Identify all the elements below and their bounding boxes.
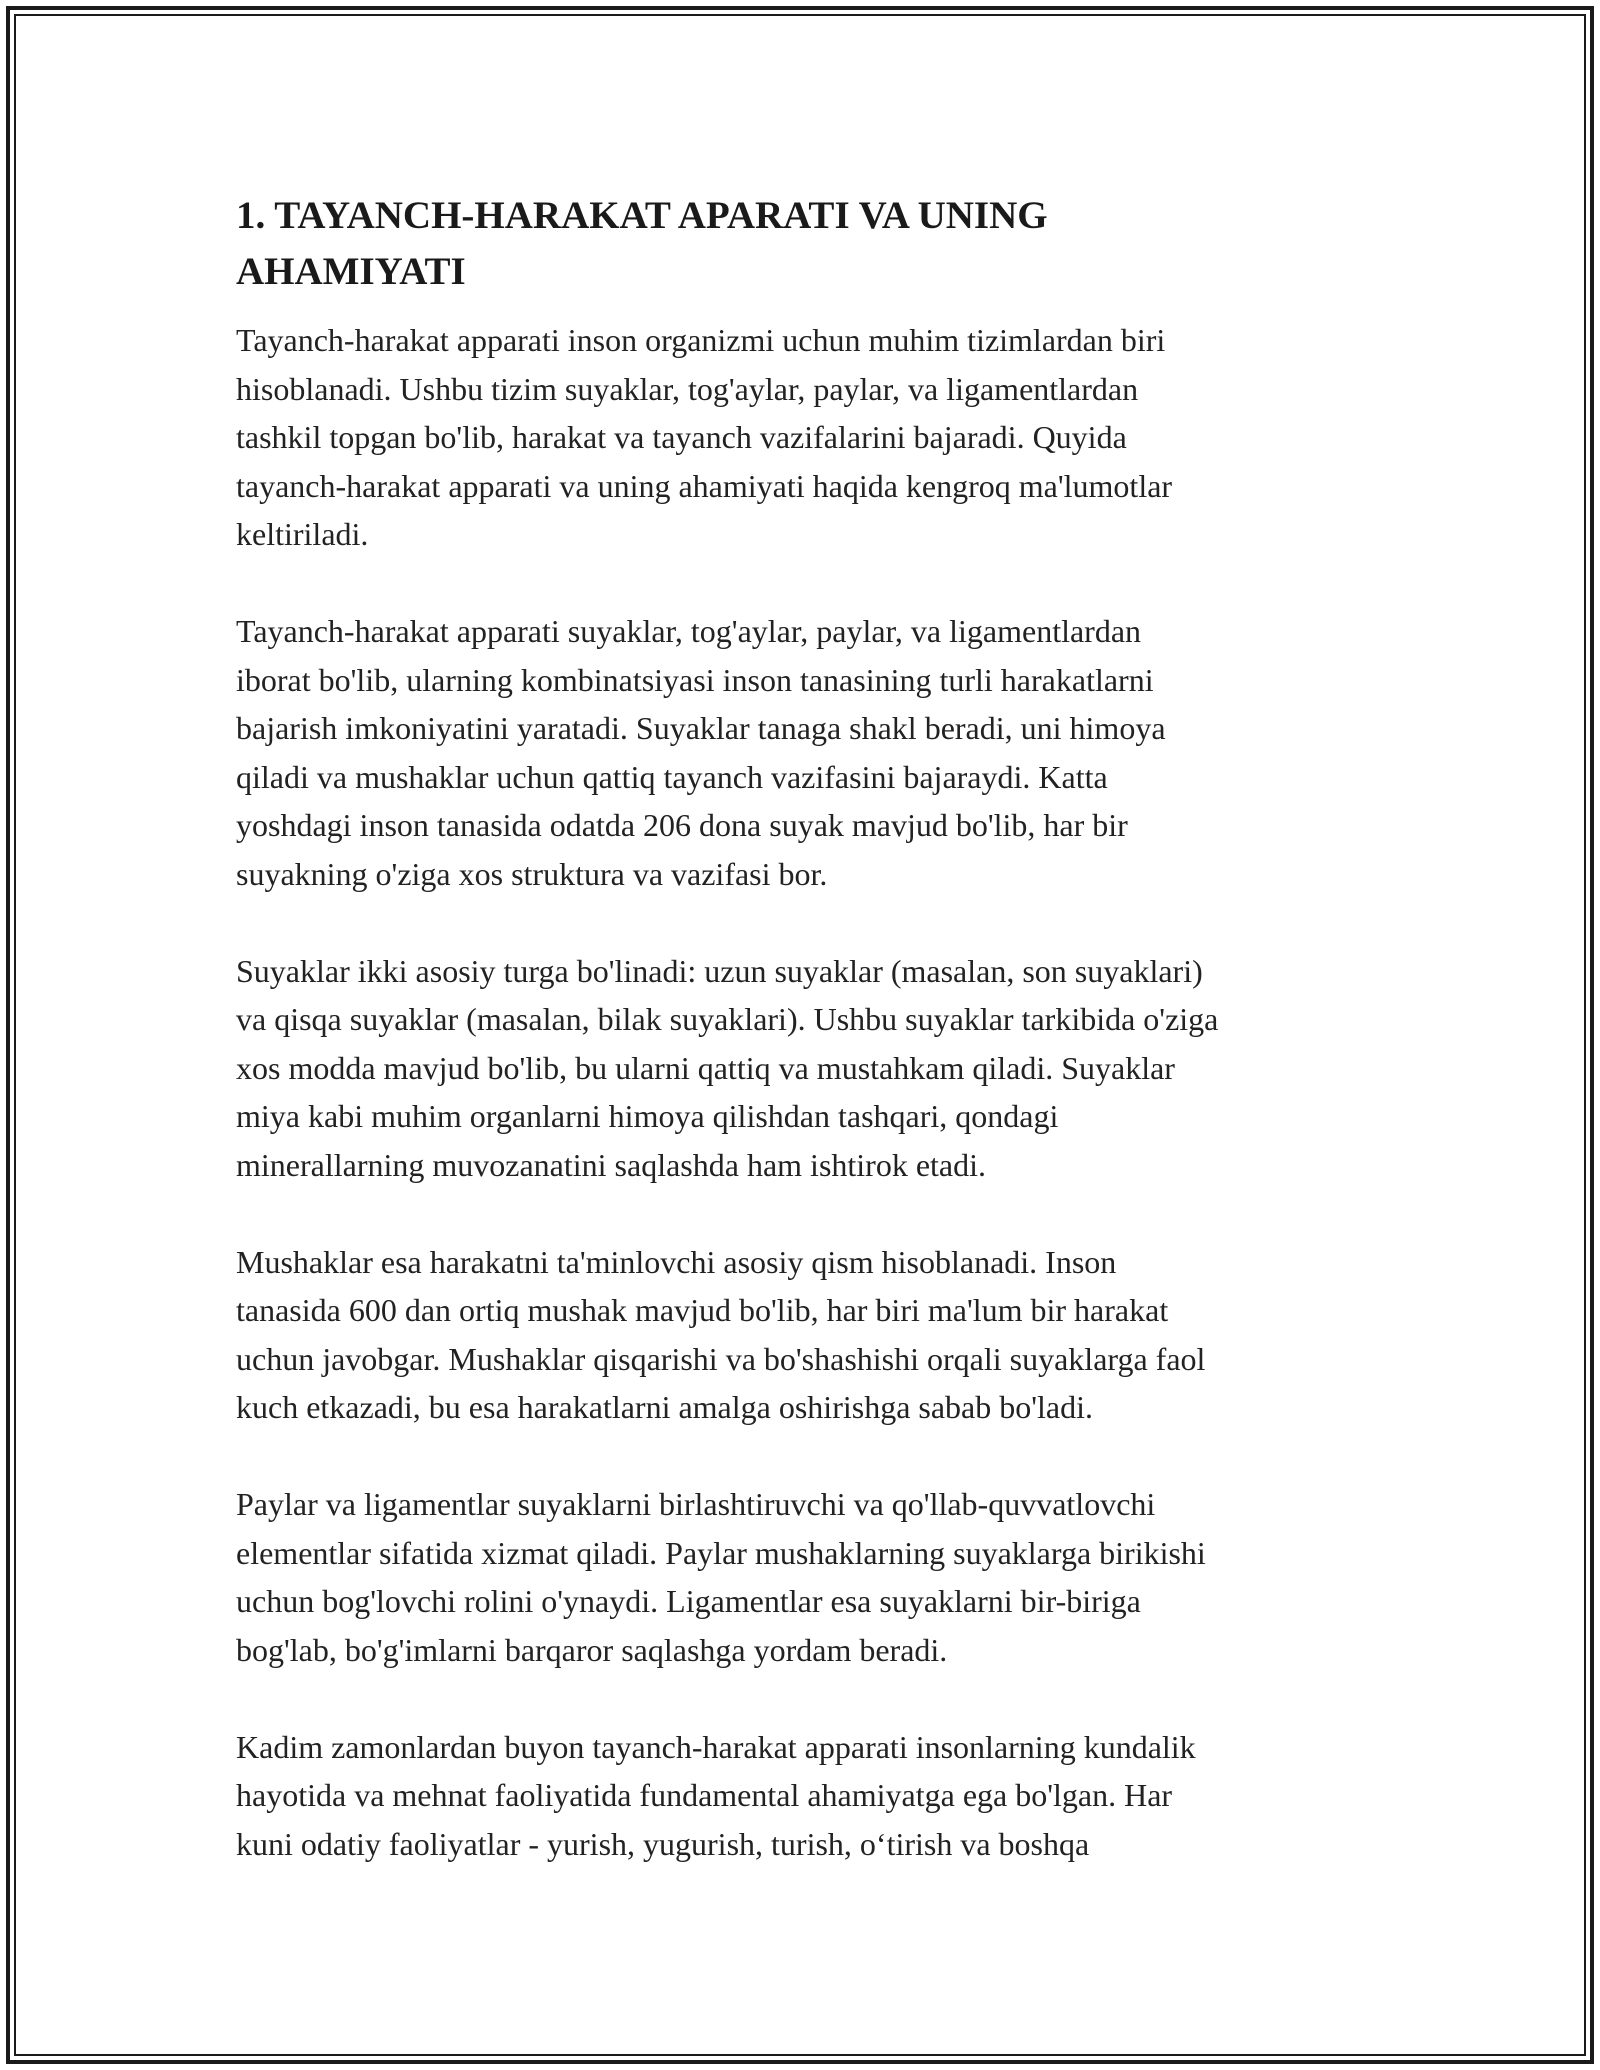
paragraph-line: qiladi va mushaklar uchun qattiq tayanch vazifasini bajaraydi. Katta — [236, 758, 1108, 795]
section-heading: 1. TAYANCH-HARAKAT APARATI VA UNING AHAMIYATI — [236, 194, 1048, 293]
paragraph-line: tashkil topgan bo'lib, harakat va tayanch vazifalarini bajaradi. Quyida — [236, 419, 1127, 455]
paragraph-line: bog'lab, bo'g'imlarni barqaror saqlashga yordam beradi. — [236, 1631, 948, 1668]
document-body — [236, 188, 1386, 1917]
paragraph-line: elementlar sifatida xizmat qiladi. Paylar mushaklarning suyaklarga birikishi — [236, 1534, 1206, 1571]
paragraph-line: tayanch-harakat apparati va uning ahamiyati haqida kengroq ma'lumotlar — [236, 467, 1173, 504]
paragraph-line: hayotida va mehnat faoliyatida fundamental ahamiyatga ega bo'lgan. Har — [236, 1777, 1173, 1813]
paragraph-line: va qisqa suyaklar (masalan, bilak suyaklari). Ushbu suyaklar tarkibida o'ziga — [236, 1001, 1219, 1037]
paragraph — [236, 1723, 1386, 1869]
paragraph — [236, 1238, 1386, 1432]
paragraph-line: kuch etkazadi, bu esa harakatlarni amalga oshirishga sabab bo'ladi. — [236, 1389, 1093, 1425]
paragraph-line: miya kabi muhim organlarni himoya qilishdan tashqari, qondagi — [236, 1098, 1059, 1134]
paragraph-line: Tayanch-harakat apparati inson organizmi uchun muhim tizimlardan biri — [236, 322, 1166, 358]
paragraph-line: yoshdagi inson tanasida odatda 206 dona suyak mavjud bo'lib, har bir — [236, 807, 1128, 843]
paragraph-line: Mushaklar esa harakatni ta'minlovchi asosiy qism hisoblanadi. Inson — [236, 1243, 1117, 1280]
paragraph-line: suyakning o'ziga xos struktura va vazifasi bor. — [236, 855, 828, 892]
paragraph-line: uchun bog'lovchi rolini o'ynaydi. Ligamentlar esa suyaklarni bir-biriga — [236, 1583, 1141, 1619]
paragraph-line: Paylar va ligamentlar suyaklarni birlashtiruvchi va qo'llab-quvvatlovchi — [236, 1486, 1156, 1522]
paragraph-line: kuni odatiy faoliyatlar - yurish, yugurish, turish, o‘tirish va boshqa — [236, 1825, 1090, 1862]
paragraph-line: bajarish imkoniyatini yaratadi. Suyaklar tanaga shakl beradi, uni himoya — [236, 710, 1166, 746]
paragraph — [236, 1480, 1386, 1674]
paragraph-line: xos modda mavjud bo'lib, bu ularni qattiq va mustahkam qiladi. Suyaklar — [236, 1049, 1175, 1086]
paragraph — [236, 947, 1386, 1190]
paragraph-line: keltiriladi. — [236, 516, 369, 552]
paragraph-line: hisoblanadi. Ushbu tizim suyaklar, tog'aylar, paylar, va ligamentlardan — [236, 370, 1139, 407]
paragraph — [236, 607, 1386, 898]
paragraph-line: uchun javobgar. Mushaklar qisqarishi va bo'shashishi orqali suyaklarga faol — [236, 1340, 1206, 1377]
paragraph-list — [236, 316, 1386, 1868]
paragraph-line: tanasida 600 dan ortiq mushak mavjud bo'lib, har biri ma'lum bir harakat — [236, 1292, 1169, 1328]
paragraph-line: Suyaklar ikki asosiy turga bo'linadi: uzun suyaklar (masalan, son suyaklari) — [236, 952, 1203, 989]
paragraph-line: minerallarning muvozanatini saqlashda ham ishtirok etadi. — [236, 1146, 987, 1183]
paragraph — [236, 316, 1386, 559]
paragraph-line: Tayanch-harakat apparati suyaklar, tog'aylar, paylar, va ligamentlardan — [236, 613, 1142, 649]
paragraph-line: iborat bo'lib, ularning kombinatsiyasi inson tanasining turli harakatlarni — [236, 661, 1154, 698]
paragraph-line: Kadim zamonlardan buyon tayanch-harakat apparati insonlarning kundalik — [236, 1728, 1196, 1765]
